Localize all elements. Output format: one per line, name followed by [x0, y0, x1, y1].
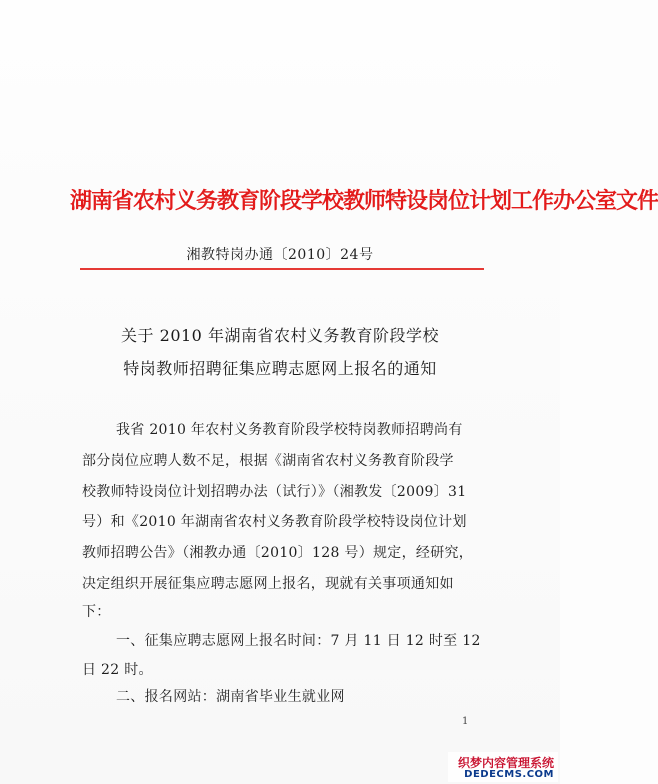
body-line: 教师招聘公告》（湘教办通〔2010〕128 号）规定，经研究， [82, 545, 474, 561]
document-number: 湘教特岗办通〔2010〕24号 [186, 247, 374, 263]
body-line: 部分岗位应聘人数不足，根据《湖南省农村义务教育阶段学 [82, 453, 454, 469]
body-line: 校教师特设岗位计划招聘办法（试行）》（湘教发〔2009〕31 [82, 484, 467, 500]
registration-time-line-cont: 日 22 时。 [82, 662, 153, 678]
body-line: 号）和《2010 年湖南省农村义务教育阶段学校特设岗位计划 [82, 514, 467, 530]
body-line: 决定组织开展征集应聘志愿网上报名，现就有关事项通知如 [82, 576, 454, 592]
body-line: 下： [82, 604, 111, 620]
page-number: 1 [462, 716, 469, 727]
watermark-text-cn: 织梦内容管理系统 [457, 756, 554, 770]
registration-website-line: 二、报名网站：湖南省毕业生就业网 [116, 689, 345, 705]
watermark-text-en: DEDECMS.COM [464, 769, 554, 780]
site-watermark [448, 752, 558, 782]
body-line: 我省 2010 年农村义务教育阶段学校特岗教师招聘尚有 [116, 422, 463, 438]
notice-title-line-2: 特岗教师招聘征集应聘志愿网上报名的通知 [123, 359, 437, 378]
issuing-office-header: 湖南省农村义务教育阶段学校教师特设岗位计划工作办公室文件 [70, 188, 658, 214]
red-separator-line [80, 268, 484, 270]
notice-title-line-1: 关于 2010 年湖南省农村义务教育阶段学校 [121, 326, 439, 345]
registration-time-line: 一、征集应聘志愿网上报名时间：7 月 11 日 12 时至 12 [116, 633, 481, 649]
